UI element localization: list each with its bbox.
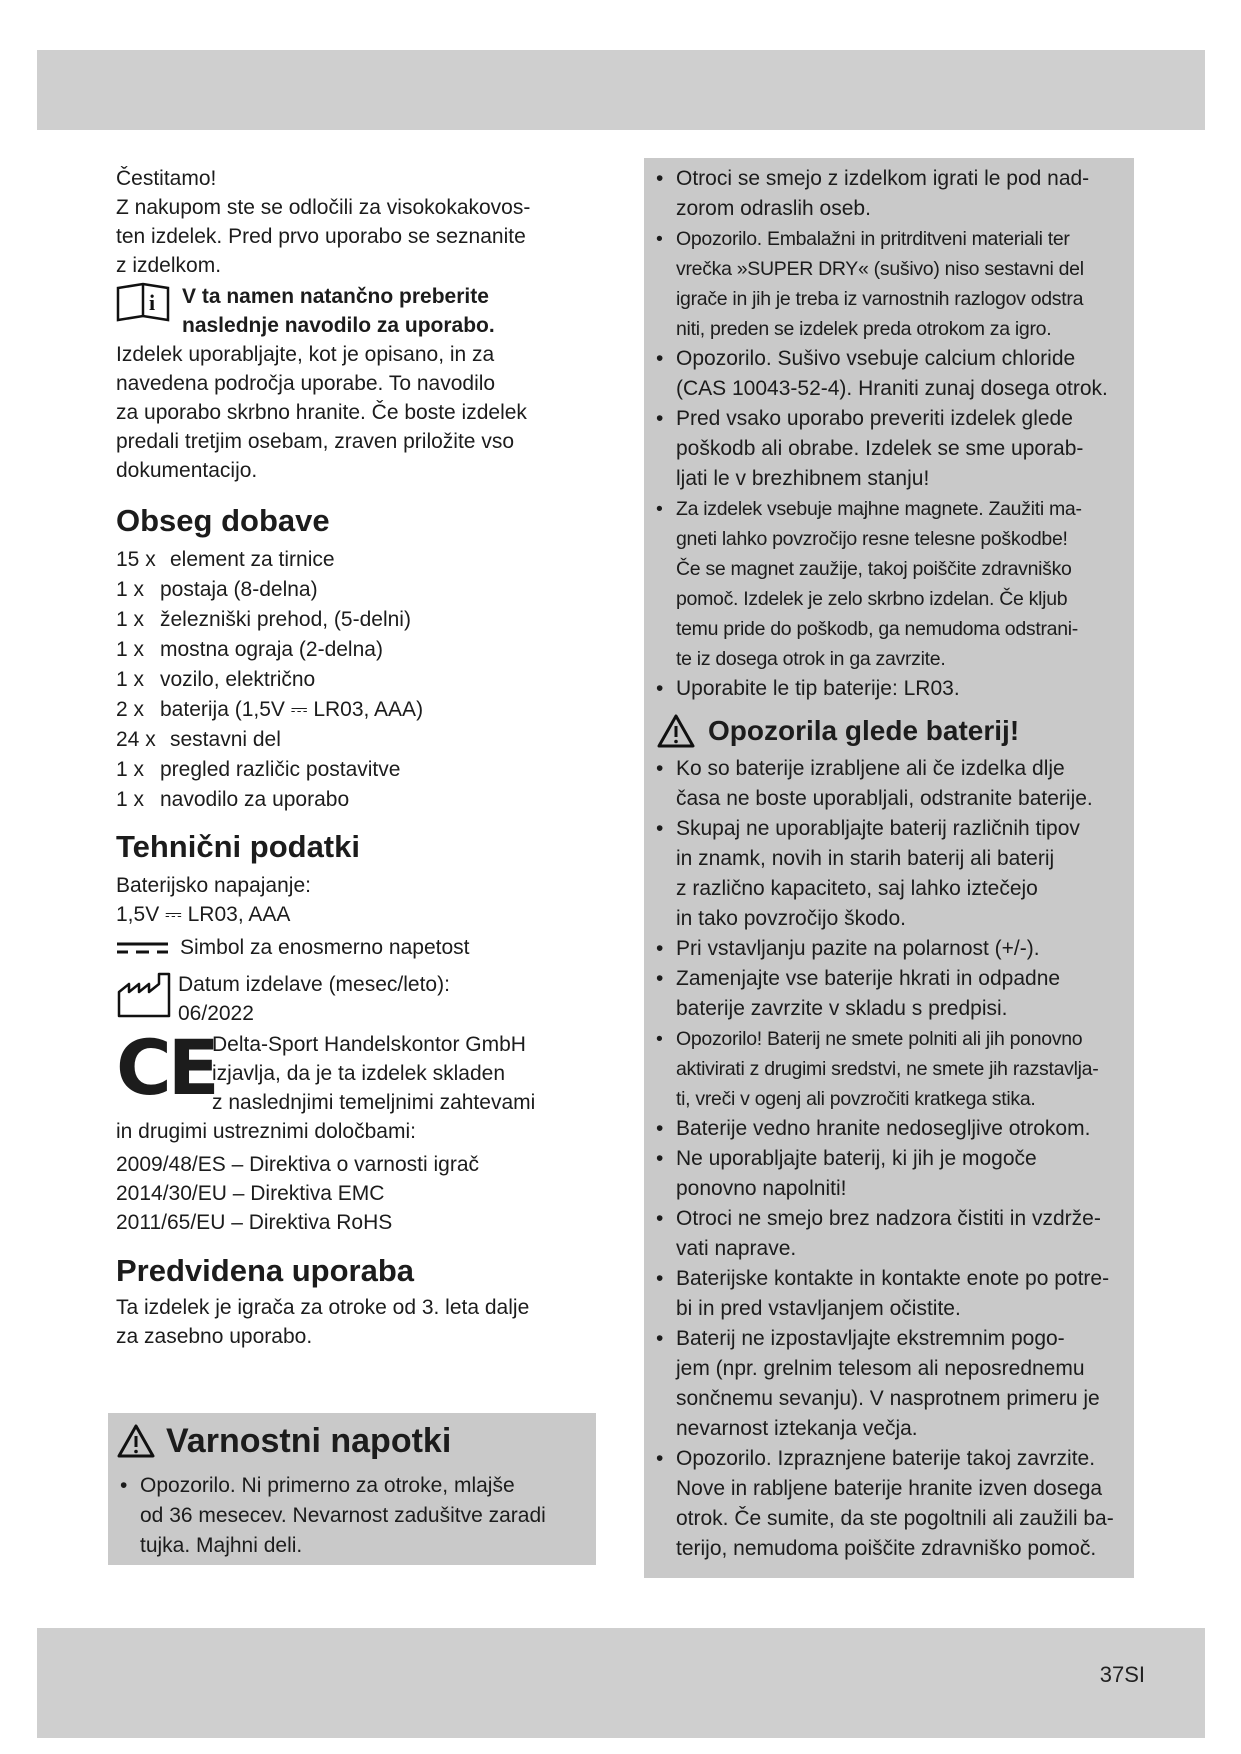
- bullet-line: Pred vsako uporabo preveriti izdelek glede: [676, 407, 1073, 430]
- bullet-line: vati naprave.: [676, 1237, 797, 1260]
- bullet-line: aktivirati z drugimi sredstvi, ne smete jih razstavlja-: [676, 1058, 1099, 1080]
- intro-line: Z nakupom ste se odločili za visokokakovos-: [116, 196, 531, 219]
- body-line: za uporabo skrbno hranite. Če boste izdelek: [116, 401, 527, 424]
- date-value: 06/2022: [178, 1002, 254, 1025]
- list-item: [116, 545, 606, 575]
- list-item: [116, 605, 606, 635]
- page-number: 37SI: [1099, 1662, 1145, 1687]
- right-column: [656, 164, 1132, 1564]
- ce-mark-icon: CE: [116, 1023, 216, 1112]
- safety-bullet: • Otroci se smejo z izdelkom igrati le pod nad- zorom odraslih oseb.: [656, 164, 1132, 224]
- safety-bullet: • Opozorilo. Ni primerno za otroke, mlajše od 36 mesecev. Nevarnost zadušitve zaradi tujka. Majhni deli.: [120, 1471, 596, 1561]
- intro-line: ten izdelek. Pred prvo uporabo se seznanite: [116, 225, 526, 248]
- safety-title: Varnostni napotki: [166, 1422, 452, 1460]
- item-text: postaja (8-delna): [160, 578, 318, 601]
- greeting: Čestitamo!: [116, 167, 217, 190]
- safety-bullet: • Opozorilo. Sušivo vsebuje calcium chloride (CAS 10043-52-4). Hraniti zunaj dosega otrok.: [656, 344, 1132, 404]
- bullet-line: ljati le v brezhibnem stanju!: [676, 467, 930, 490]
- direct-current-icon: [116, 941, 170, 955]
- item-text: baterija (1,5V ⎓ LR03, AAA): [160, 698, 424, 721]
- bullet-line: (CAS 10043-52-4). Hraniti zunaj dosega otrok.: [676, 377, 1108, 400]
- bullet-line: te iz dosega otrok in ga zavrzite.: [676, 648, 946, 670]
- safety-bullet: • Pred vsako uporabo preveriti izdelek glede poškodb ali obrabe. Izdelek se sme uporab- ljati le v brezhibnem stanju!: [656, 404, 1132, 494]
- dc-symbol-text: Simbol za enosmerno napetost: [180, 936, 470, 959]
- bullet-line: Uporabite le tip baterije: LR03.: [676, 677, 960, 700]
- bullet-line: časa ne boste uporabljali, odstranite baterije.: [676, 787, 1093, 810]
- bullet-line: jem (npr. grelnim telesom ali neposrednemu: [676, 1357, 1085, 1380]
- safety-heading: [116, 1419, 596, 1463]
- battery-bullet: • Baterijske kontakte in kontakte enote po potre- bi in pred vstavljanjem očistite.: [656, 1264, 1132, 1324]
- item-qty: 1 x: [116, 668, 145, 691]
- item-qty: 1 x: [116, 578, 145, 601]
- dc-symbol-row: [116, 933, 606, 962]
- body-line: predali tretjim osebam, zraven priložite vso: [116, 430, 514, 453]
- bullet-line: terijo, nemudoma poiščite zdravniško pomoč.: [676, 1537, 1097, 1560]
- bullet-line: bi in pred vstavljanjem očistite.: [676, 1297, 961, 1320]
- bullet-line: Ko so baterije izrabljene ali če izdelka dlje: [676, 757, 1065, 780]
- list-item: [116, 695, 606, 725]
- item-qty: 1 x: [116, 638, 145, 661]
- bullet-line: Ne uporabljajte baterij, ki jih je mogoče: [676, 1147, 1037, 1170]
- item-qty: 1 x: [116, 758, 145, 781]
- bullet-line: poškodb ali obrabe. Izdelek se sme uporab-: [676, 437, 1084, 460]
- intro-line: z izdelkom.: [116, 254, 222, 277]
- read-instructions-notice: [116, 282, 606, 340]
- item-qty: 1 x: [116, 788, 145, 811]
- bullet-line: ponovno napolniti!: [676, 1177, 847, 1200]
- bullet-line: gneti lahko povzročijo resne telesne poškodbe!: [676, 528, 1068, 550]
- ce-line: Delta-Sport Handelskontor GmbH: [212, 1033, 526, 1056]
- bullet-line: vrečka »SUPER DRY« (sušivo) niso sestavni del: [676, 258, 1084, 280]
- bullet-line: Skupaj ne uporabljajte baterij različnih tipov: [676, 817, 1080, 840]
- directive: 2014/30/EU – Direktiva EMC: [116, 1182, 385, 1205]
- notice-line: naslednje navodilo za uporabo.: [182, 314, 495, 337]
- bullet-line: pomoč. Izdelek je zelo skrbno izdelan. Če kljub: [676, 588, 1068, 610]
- safety-box: [108, 1413, 596, 1565]
- battery-bullet: • Otroci ne smejo brez nadzora čistiti in vzdrže- vati naprave.: [656, 1204, 1132, 1264]
- bullet-line: Opozorilo. Ni primerno za otroke, mlajše: [140, 1474, 515, 1497]
- list-item: [116, 785, 606, 815]
- item-text: sestavni del: [170, 728, 281, 751]
- warning-triangle-icon: [656, 713, 696, 749]
- list-item: [116, 725, 606, 755]
- item-qty: 1 x: [116, 608, 145, 631]
- bullet-line: niti, preden se izdelek preda otrokom za igro.: [676, 318, 1052, 340]
- bullet-line: in tako povzročijo škodo.: [676, 907, 906, 930]
- body-line: Izdelek uporabljajte, kot je opisano, in za: [116, 343, 495, 366]
- bullet-line: Baterij ne izpostavljajte ekstremnim pogo-: [676, 1327, 1065, 1350]
- bullet-line: igrače in jih je treba iz varnostnih razlogov odstra: [676, 288, 1084, 310]
- ce-row: [116, 1023, 606, 1117]
- body-line: dokumentacijo.: [116, 459, 258, 482]
- ce-line: z naslednjimi temeljnimi zahtevami: [212, 1091, 536, 1114]
- notice-line: V ta namen natančno preberite: [182, 285, 489, 308]
- battery-bullet: • Zamenjajte vse baterije hkrati in odpadne baterije zavrzite v skladu s predpisi.: [656, 964, 1132, 1024]
- safety-bullet: • Uporabite le tip baterije: LR03.: [656, 674, 1132, 704]
- directive: 2011/65/EU – Direktiva RoHS: [116, 1211, 393, 1234]
- item-qty: 24 x: [116, 728, 156, 751]
- ce-line: izjavlja, da je ta izdelek skladen: [212, 1062, 505, 1085]
- svg-text:i: i: [149, 290, 156, 315]
- bullet-line: Opozorilo. Izpraznjene baterije takoj zavrzite.: [676, 1447, 1096, 1470]
- intended-line: za zasebno uporabo.: [116, 1325, 313, 1348]
- left-column: [116, 164, 606, 1351]
- bullet-line: Opozorilo. Embalažni in pritrditveni materiali ter: [676, 228, 1070, 250]
- body-line: navedena področja uporabe. To navodilo: [116, 372, 496, 395]
- bullet-line: Opozorilo! Baterij ne smete polniti ali jih ponovno: [676, 1028, 1083, 1050]
- tech-heading: Tehnični podatki: [116, 829, 360, 864]
- bullet-line: Baterije vedno hranite nedosegljive otrokom.: [676, 1117, 1091, 1140]
- battery-bullet: • Ne uporabljajte baterij, ki jih je mogoče ponovno napolniti!: [656, 1144, 1132, 1204]
- battery-bullet: • Baterij ne izpostavljajte ekstremnim pogo- jem (npr. grelnim telesom ali neposrednemu sončnemu sevanju). V nasprotnem primeru je nevarnost iztekanja večja.: [656, 1324, 1132, 1444]
- battery-bullet: • Pri vstavljanju pazite na polarnost (+/-).: [656, 934, 1132, 964]
- directive: 2009/48/ES – Direktiva o varnosti igrač: [116, 1153, 480, 1176]
- bullet-line: tujka. Majhni deli.: [140, 1534, 303, 1557]
- bullet-line: Otroci ne smejo brez nadzora čistiti in vzdrže-: [676, 1207, 1101, 1230]
- list-item: [116, 665, 606, 695]
- item-text: navodilo za uporabo: [160, 788, 350, 811]
- bullet-line: Zamenjajte vse baterije hkrati in odpadne: [676, 967, 1061, 990]
- bullet-line: od 36 mesecev. Nevarnost zadušitve zaradi: [140, 1504, 546, 1527]
- delivery-heading: Obseg dobave: [116, 503, 330, 538]
- delivery-list: [116, 545, 606, 815]
- bullet-line: Pri vstavljanju pazite na polarnost (+/-).: [676, 937, 1040, 960]
- power-value: 1,5V ⎓ LR03, AAA: [116, 903, 291, 926]
- item-text: vozilo, električno: [160, 668, 316, 691]
- warning-triangle-icon: [116, 1423, 156, 1459]
- item-qty: 2 x: [116, 698, 145, 721]
- factory-icon: [116, 970, 172, 1020]
- item-qty: 15 x: [116, 548, 156, 571]
- bullet-line: temu pride do poškodb, ga nemudoma odstrani-: [676, 618, 1078, 640]
- item-text: železniški prehod, (5-delni): [160, 608, 411, 631]
- battery-title: Opozorila glede baterij!: [708, 715, 1020, 746]
- item-text: pregled različic postavitve: [160, 758, 401, 781]
- bullet-line: in znamk, novih in starih baterij ali baterij: [676, 847, 1055, 870]
- list-item: [116, 575, 606, 605]
- battery-bullet: • Opozorilo. Izpraznjene baterije takoj zavrzite. Nove in rabljene baterije hranite izven dosega otrok. Če sumite, da ste pogoltnili ali zaužili ba- terijo, nemudoma poiščite zdravniško pomoč.: [656, 1444, 1132, 1564]
- bullet-line: Nove in rabljene baterije hranite izven dosega: [676, 1477, 1103, 1500]
- open-book-info-icon: [116, 282, 170, 322]
- header-bar: [37, 50, 1205, 130]
- ce-continue: in drugimi ustreznimi določbami:: [116, 1120, 416, 1143]
- manufacture-date-row: [116, 970, 606, 1028]
- bullet-line: Če se magnet zaužije, takoj poiščite zdravniško: [676, 558, 1072, 580]
- bullet-line: baterije zavrzite v skladu s predpisi.: [676, 997, 1008, 1020]
- bullet-line: nevarnost iztekanja večja.: [676, 1417, 918, 1440]
- intended-line: Ta izdelek je igrača za otroke od 3. leta dalje: [116, 1296, 530, 1319]
- battery-bullet: • Ko so baterije izrabljene ali če izdelka dlje časa ne boste uporabljali, odstranite baterije.: [656, 754, 1132, 814]
- item-text: element za tirnice: [170, 548, 335, 571]
- battery-bullet: • Skupaj ne uporabljajte baterij različnih tipov in znamk, novih in starih baterij ali baterij z različno kapaciteto, saj lahko iztečejo in tako povzročijo škodo.: [656, 814, 1132, 934]
- bullet-line: otrok. Če sumite, da ste pogoltnili ali zaužili ba-: [676, 1507, 1114, 1530]
- bullet-line: Opozorilo. Sušivo vsebuje calcium chloride: [676, 347, 1076, 370]
- power-label: Baterijsko napajanje:: [116, 874, 311, 897]
- intended-use-heading: Predvidena uporaba: [116, 1253, 415, 1288]
- bullet-line: Za izdelek vsebuje majhne magnete. Zaužiti ma-: [676, 498, 1082, 520]
- safety-bullet: • Za izdelek vsebuje majhne magnete. Zaužiti ma- gneti lahko povzročijo resne telesne poškodbe! Če se magnet zaužije, takoj poiščite zdravniško pomoč. Izdelek je zelo skrbno izdelan. Če kljub temu pride do poškodb, ga nemudoma odstrani- te iz dosega otrok in ga zavrzite.: [656, 494, 1132, 674]
- bullet-line: z različno kapaciteto, saj lahko iztečejo: [676, 877, 1038, 900]
- battery-bullet: • Opozorilo! Baterij ne smete polniti ali jih ponovno aktivirati z drugimi sredstvi, ne smete jih razstavlja- ti, vreči v ogenj ali povzročiti kratkega stika.: [656, 1024, 1132, 1114]
- battery-bullet: • Baterije vedno hranite nedosegljive otrokom.: [656, 1114, 1132, 1144]
- safety-bullet: • Opozorilo. Embalažni in pritrditveni materiali ter vrečka »SUPER DRY« (sušivo) niso sestavni del igrače in jih je treba iz varnostnih razlogov odstra niti, preden se izdelek preda otrokom za igro.: [656, 224, 1132, 344]
- list-item: [116, 755, 606, 785]
- footer-bar: [37, 1628, 1205, 1738]
- bullet-line: zorom odraslih oseb.: [676, 197, 871, 220]
- battery-heading: [656, 712, 1132, 750]
- date-label: Datum izdelave (mesec/leto):: [178, 973, 450, 996]
- bullet-line: sončnemu sevanju). V nasprotnem primeru je: [676, 1387, 1100, 1410]
- item-text: mostna ograja (2-delna): [160, 638, 383, 661]
- bullet-line: Baterijske kontakte in kontakte enote po potre-: [676, 1267, 1110, 1290]
- list-item: [116, 635, 606, 665]
- bullet-line: Otroci se smejo z izdelkom igrati le pod nad-: [676, 167, 1090, 190]
- safety-left-list: [120, 1471, 596, 1561]
- bullet-line: ti, vreči v ogenj ali povzročiti kratkega stika.: [676, 1088, 1036, 1110]
